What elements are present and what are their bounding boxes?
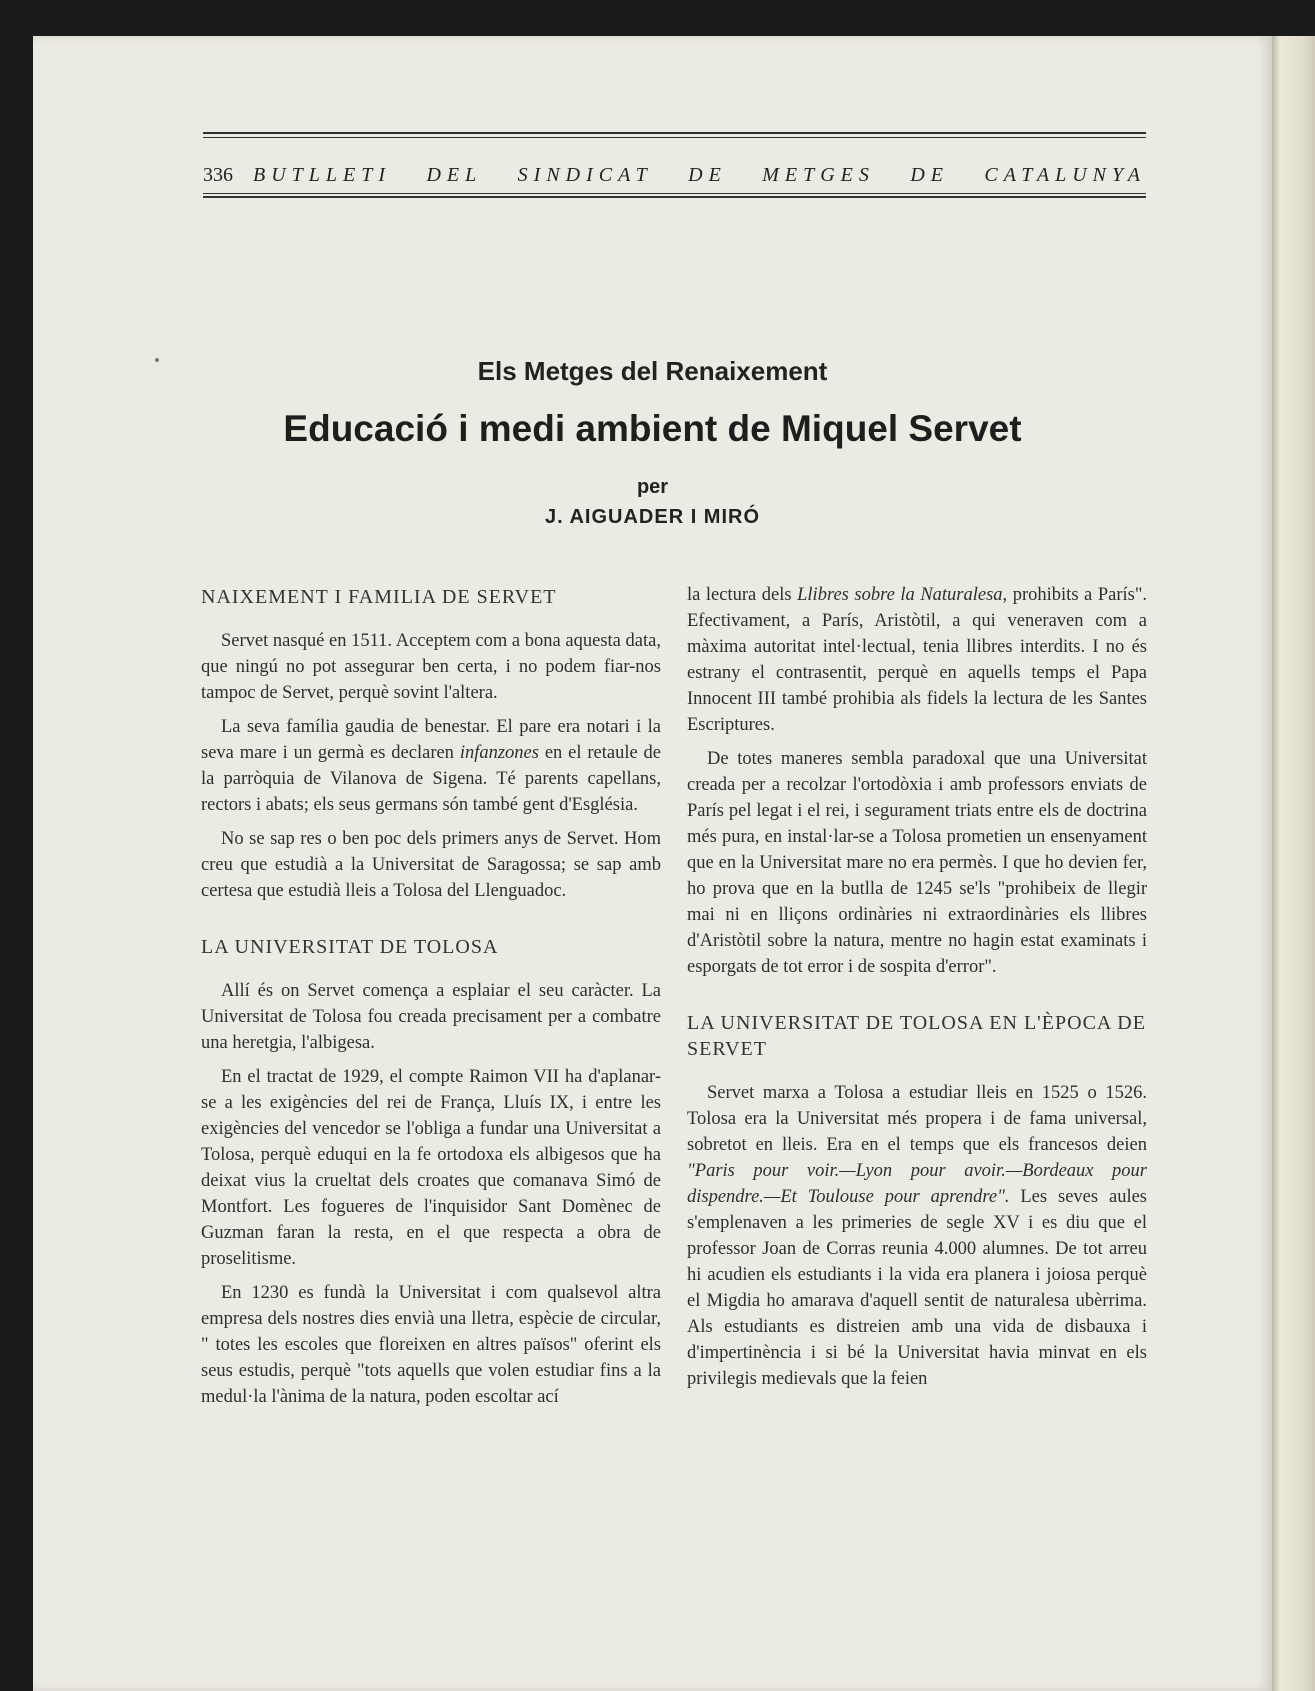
running-word: DE — [910, 163, 949, 186]
paragraph — [687, 1080, 1147, 1392]
paragraph-text: Les seves aules s'emplenaven a les primeries de segle XV i es diu que el professor Joan de Corras reunia 4.000 alumnes. De tot arreu hi acudien els estudiants i la vida era planera i joiosa perquè el Migdia ho amarava d'aquell sentit de naturalesa ubèrrima. Als estudiants es distreien amb una vida de disbauxa i d'impertinència i si bé la Universitat havia minvat en els privilegis medievals que la feien — [687, 1187, 1147, 1389]
running-word: METGES — [762, 163, 875, 186]
paragraph: En 1230 es fundà la Universitat i com qualsevol altra empresa dels nostres dies envià una lletra, espècie de circular, " totes les escoles que floreixen en altres països" oferint els seus estudis, perquè "tots aquells que volen estudiar fins a la medul·la l'ànima de la natura, poden escoltar ací — [201, 1283, 661, 1407]
header-rule-bottom-1 — [203, 193, 1146, 194]
paragraph-text: Servet marxa a Tolosa a estudiar lleis en 1525 o 1526. Tolosa era la Universitat més propera i de fama universal, sobretot en lleis. Era en el temps que els francesos deien — [687, 1083, 1147, 1155]
paragraph: No se sap res o ben poc dels primers anys de Servet. Hom creu que estudià a la Universitat de Saragossa; se sap amb certesa que estudià lleis a Tolosa del Llenguadoc. — [201, 829, 661, 901]
section-heading: LA UNIVERSITAT DE TOLOSA EN L'ÈPOCA DE SERVET — [687, 1012, 1146, 1060]
header-rule-top-2 — [203, 137, 1146, 138]
running-title — [253, 164, 1146, 187]
byline-per: per — [636, 476, 669, 498]
italic-quote: "Paris pour voir.—Lyon pour avoir.—Bordeaux pour dispendre.—Et Toulouse pour aprendre". — [687, 1161, 1147, 1207]
running-word: BUTLLETI — [253, 163, 392, 186]
byline-author: J. AIGUADER I MIRÓ — [544, 506, 761, 528]
paragraph-text: prohibits a París". Efectivament, a París, Aristòtil, a qui veneraven com a màxima autoritat intel·lectual, tenia llibres interdits. I no és estrany el contrasentit, perquè en aquells temps el Papa Innocent III també prohibia als fidels la lectura de les Santes Escriptures. — [687, 585, 1147, 735]
article-title: Educació i medi ambient de Miquel Servet — [283, 408, 1022, 449]
running-word: CATALUNYA — [984, 163, 1146, 186]
paragraph: En el tractat de 1929, el compte Raimon VII ha d'aplanar-se a les exigències del rei de França, Lluís IX, i entre les exigències del vencedor se l'obliga a fundar una Universitat a Tolosa, perquè eduqui en la fe ortodoxa els albigesos que ha deixat vius la crueltat dels croates que comanava Simó de Montfort. Les fogueres de l'inquisidor Sant Domènec de Guzman faran la resta, en el que respecta a obra de proselitisme. — [201, 1067, 661, 1269]
page — [33, 36, 1272, 1691]
right-column — [687, 582, 1147, 1400]
header-rule-bottom-2 — [203, 196, 1146, 198]
italic-title: Llibres sobre la Naturalesa, — [797, 585, 1008, 605]
paragraph-text: la lectura dels — [687, 585, 798, 605]
article-kicker: Els Metges del Renaixement — [477, 356, 828, 386]
header-rule-top-1 — [203, 132, 1146, 134]
running-word: DE — [688, 163, 727, 186]
running-word: DEL — [426, 163, 483, 186]
paragraph — [201, 714, 661, 818]
paragraph: Allí és on Servet comença a esplaiar el seu caràcter. La Universitat de Tolosa fou creada precisament per a combatre una heretgia, l'albigesa. — [201, 981, 661, 1053]
left-column — [201, 584, 661, 1418]
paragraph — [687, 582, 1147, 738]
running-word: SINDICAT — [517, 163, 653, 186]
section-heading: NAIXEMENT I FAMILIA DE SERVET — [201, 586, 557, 608]
paragraph-text: La seva família gaudia de benestar. El pare era notari i la seva mare i un germà es declaren — [201, 717, 661, 763]
paragraph-text: en el retaule de la parròquia de Vilanova de Sigena. Té parents capellans, rectors i abats; els seus germans són també gent d'Església. — [201, 743, 661, 815]
paragraph: De totes maneres sembla paradoxal que una Universitat creada per a recolzar l'ortodòxia i amb professors enviats de París pel legat i el rei, i segurament triats entre els de doctrina més pura, en instal·lar-se a Tolosa prometien un ensenyament que en la Universitat mare no era permès. I que ho devien fer, ho prova que en la butlla de 1245 se'ls "prohibeix de llegir mai ni en lliçons ordinàries ni extraordinàries els llibres d'Aristòtil sobre la natura, mentre no hagin estat examinats i esporgats de tot error i de sospita d'error". — [687, 749, 1147, 977]
running-header — [203, 160, 1146, 190]
italic-term: infanzones — [459, 743, 539, 763]
section-heading: LA UNIVERSITAT DE TOLOSA — [201, 936, 499, 958]
page-number: 336 — [203, 163, 233, 186]
book-edge — [1272, 36, 1315, 1691]
paragraph: Servet nasqué en 1511. Acceptem com a bona aquesta data, que ningú no pot assegurar ben certa, i no podem fiar-nos tampoc de Servet, perquè sovint l'altera. — [201, 631, 661, 703]
